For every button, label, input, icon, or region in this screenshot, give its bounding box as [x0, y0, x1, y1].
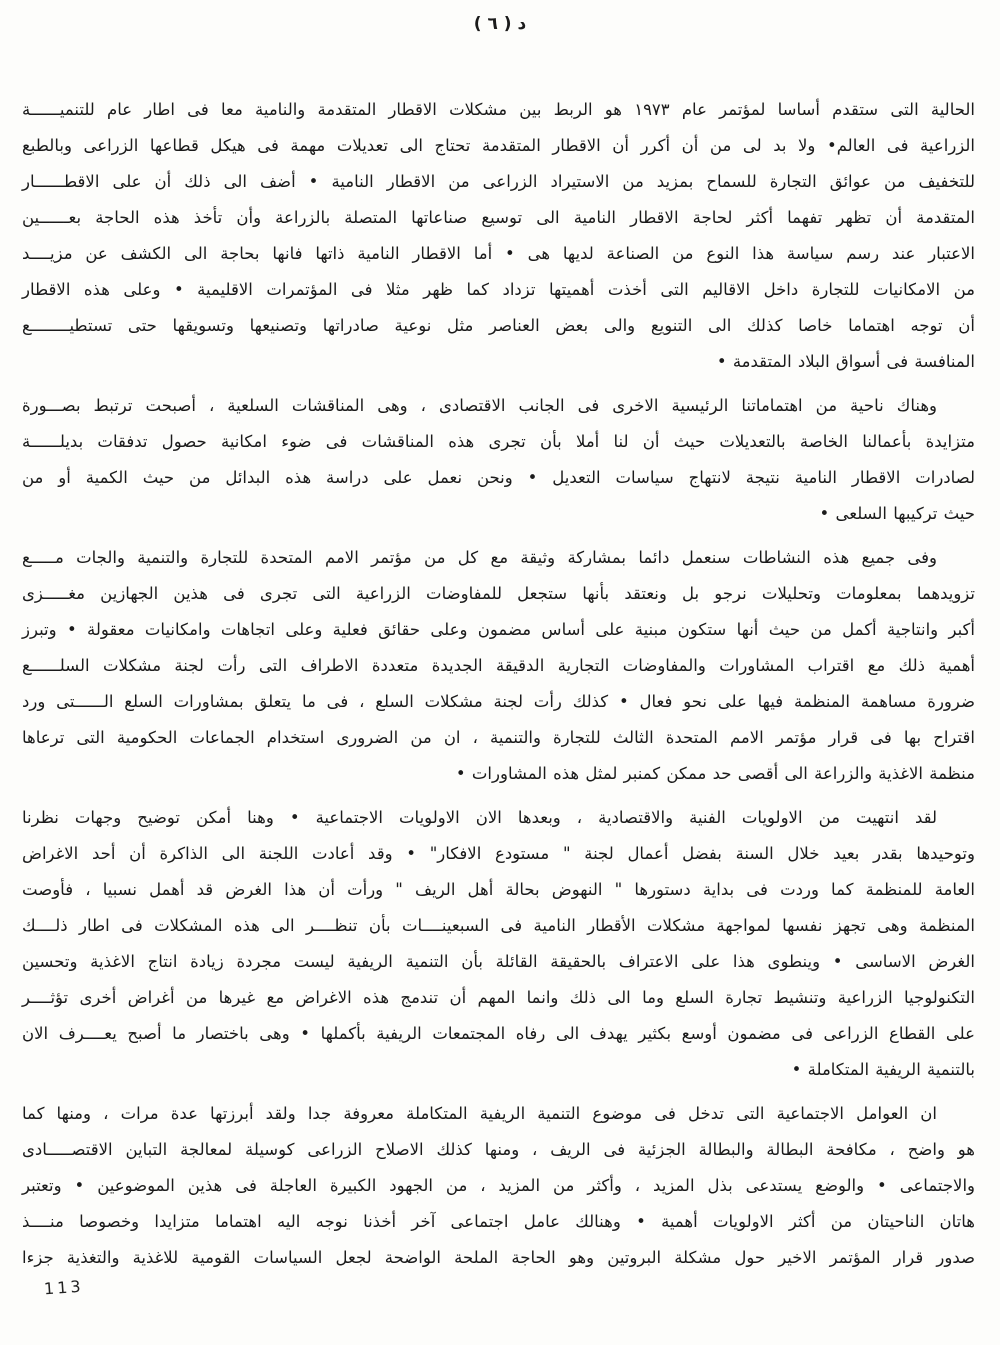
- text-line: اقتراح بها فى قرار مؤتمر الامم المتحدة الثالث للتجارة والتنمية ، ان من الضرورى استخدام الجماعات الحكومية التى ترعاها: [22, 728, 975, 747]
- text-line: هاتان الناحيتان من أكثر الاولويات أهمية • وهنالك عامل اجتماعى آخر أخذنا نوجه اليه اهتماما متزايدا وخصوصا منــــذ: [22, 1212, 975, 1231]
- text-line: أهمية ذلك مع اقتراب المشاورات والمفاوضات التجارية الدقيقة الجديدة متعددة الاطراف التى رأت لجنة مشكلات السلــــــع: [22, 656, 975, 675]
- text-block: [22, 92, 975, 1276]
- text-line: صدور قرار المؤتمر الاخير حول مشكلة البروتين وهو الحاجة الملحة الواضحة لجعل السياسات القومية للاغذية والتغذية جزءا: [22, 1248, 975, 1267]
- text-line: المتقدمة أن تظهر تفهما أكثر لحاجة الاقطار النامية الى توسيع صناعاتها المتصلة بالزراعة وأن تأخذ هذه الحاجة بعــــــين: [22, 208, 975, 227]
- text-line: وتوحيدها بقدر بعيد خلال السنة بفضل أعمال لجنة " مستودع الافكار" • وقد أعادت اللجنة الى الذاكرة أن أحد الاغراض: [22, 844, 975, 863]
- text-line: المنظمة وهى تجهز نفسها لمواجهة مشكلات الأقطار النامية فى السبعينــــات بأن تنظــــر الى هذه المشكلات فى اطار ذلــــك: [22, 916, 975, 935]
- text-line: متزايدة بأعمالنا الخاصة بالتعديلات حيث أن لنا أملا بأن تجرى هذه المناقشات فى ضوء امكانية حصول تدفقات بديلــــــة: [22, 432, 975, 451]
- text-line: منظمة الاغذية والزراعة الى أقصى حد ممكن كمنبر لمثل هذه المشاورات •: [455, 764, 975, 783]
- text-line: للتخفيف من عوائق التجارة للسماح بمزيد من الاستيراد الزراعى من الاقطار النامية • أضف الى ذلك أن على الاقطــــــار: [22, 172, 975, 191]
- paragraph: [22, 1096, 975, 1276]
- text-line: ان العوامل الاجتماعية التى تدخل فى موضوع التنمية الريفية المتكاملة معروفة جدا ولقد أبرزتها عدة مرات ، ومنها كما: [22, 1104, 937, 1123]
- paragraph: [22, 388, 975, 532]
- text-line: ضرورة مساهمة المنظمة فيها على نحو فعال • كذلك رأت لجنة مشكلات السلع ، فى ما يتعلق بمشاورات السلع الــــــتى ورد: [22, 692, 975, 711]
- page-number: 113: [43, 1276, 85, 1299]
- text-line: المنافسة فى أسواق البلاد المتقدمة •: [716, 352, 975, 371]
- text-line: لقد انتهيت من الاولويات الفنية والاقتصادية ، وبعدها الان الاولويات الاجتماعية • وهنا أمكن توضيح وجهات نظرنا: [22, 808, 937, 827]
- text-line: الزراعية فى العالم• ولا بد لى من أن أكرر أن الاقطار المتقدمة تحتاج الى تعديلات مهمة فى هيكل قطاعها الزراعى وبالطبع: [22, 136, 975, 155]
- text-line: تزويدهما بمعلومات وتحليلات نرجو بل ونعتقد بأنها ستجعل للمفاوضات الزراعية التى تجرى فى هذين الجهازين مغـــــزى: [22, 584, 975, 603]
- text-line: الاعتبار عند رسم سياسة هذا النوع من الصناعة لديها هى • أما الاقطار النامية ذاتها فانها بحاجة الى الكشف عن مزيــــد: [22, 244, 975, 263]
- text-line: الغرض الاساسى • وينطوى هذا على الاعتراف بالحقيقة القائلة بأن التنمية الريفية ليست مجردة زيادة انتاج الاغذية وتحسين: [22, 952, 975, 971]
- text-line: بالتنمية الريفية المتكاملة •: [791, 1060, 975, 1079]
- text-line: لصادرات الاقطار النامية نتيجة لانتهاج سياسات التعديل • ونحن نعمل على دراسة هذه البدائل من حيث الكمية أو من: [22, 468, 975, 487]
- text-line: أكبر وانتاجية أكمل من حيث أنها ستكون مبنية على أساس مضمون وعلى حقائق فعلية وعلى اتجاهات وامكانيات معقولة • وتبرز: [22, 620, 975, 639]
- text-line: حيث تركيبها السلعى •: [819, 504, 975, 523]
- text-line: أن توجه اهتماما خاصا كذلك الى التنويع والى بعض العناصر مثل نوعية صادراتها وتصنيعها وتسويقها حتى تستطيــــــــع: [22, 316, 975, 335]
- text-line: من الامكانيات للتجارة داخل الاقاليم التى أخذت أهميتها تزداد كما ظهر مثلا فى المؤتمرات الاقليمية • وعلى هذه الاقطار: [22, 280, 975, 299]
- paragraph: [22, 540, 975, 792]
- text-line: التكنولوجيا الزراعية وتنشيط تجارة السلع وما الى ذلك وانما المهم أن تندمج هذه الاغراض مع غيرها من أغراض أخرى تؤثــــر: [22, 988, 975, 1007]
- text-line: وفى جميع هذه النشاطات سنعمل دائما بمشاركة وثيقة مع كل من مؤتمر الامم المتحدة للتجارة والتنمية والجات مـــــع: [22, 548, 937, 567]
- paragraph: [22, 800, 975, 1088]
- text-line: على القطاع الزراعى فى مضمون أوسع بكثير يهدف الى رفاه المجتمعات الريفية بأكملها • وهى باختصار ما أصبح يعــــرف الان: [22, 1024, 975, 1043]
- paragraph: [22, 92, 975, 380]
- text-line: العامة للمنظمة كما وردت فى بداية دستورها " النهوض بحالة أهل الريف " ورأت أن هذا الغرض قد أهمل نسبيا ، فأوصت: [22, 880, 975, 899]
- text-line: والاجتماعى • والوضع يستدعى بذل المزيد ، وأكثر من المزيد ، من الجهود الكبيرة العاجلة فى هذين الموضوعين • وتعتبر: [22, 1176, 975, 1195]
- text-line: هو واضح ، مكافحة البطالة والبطالة الجزئية فى الريف ، ومنها كذلك الاصلاح الزراعى كوسيلة لمعالجة التباين الاقتصـــــادى: [22, 1140, 975, 1159]
- page-header-section-number: د ( ٦ ): [473, 14, 527, 34]
- text-line: وهناك ناحية من اهتماماتنا الرئيسية الاخرى فى الجانب الاقتصادى ، وهى المناقشات السلعية ، أصبحت ترتبط بصـــورة: [22, 396, 937, 415]
- text-line: الحالية التى ستقدم أساسا لمؤتمر عام ١٩٧٣ هو الربط بين مشكلات الاقطار المتقدمة والنامية معا فى اطار عام للتنميــــــة: [22, 100, 975, 119]
